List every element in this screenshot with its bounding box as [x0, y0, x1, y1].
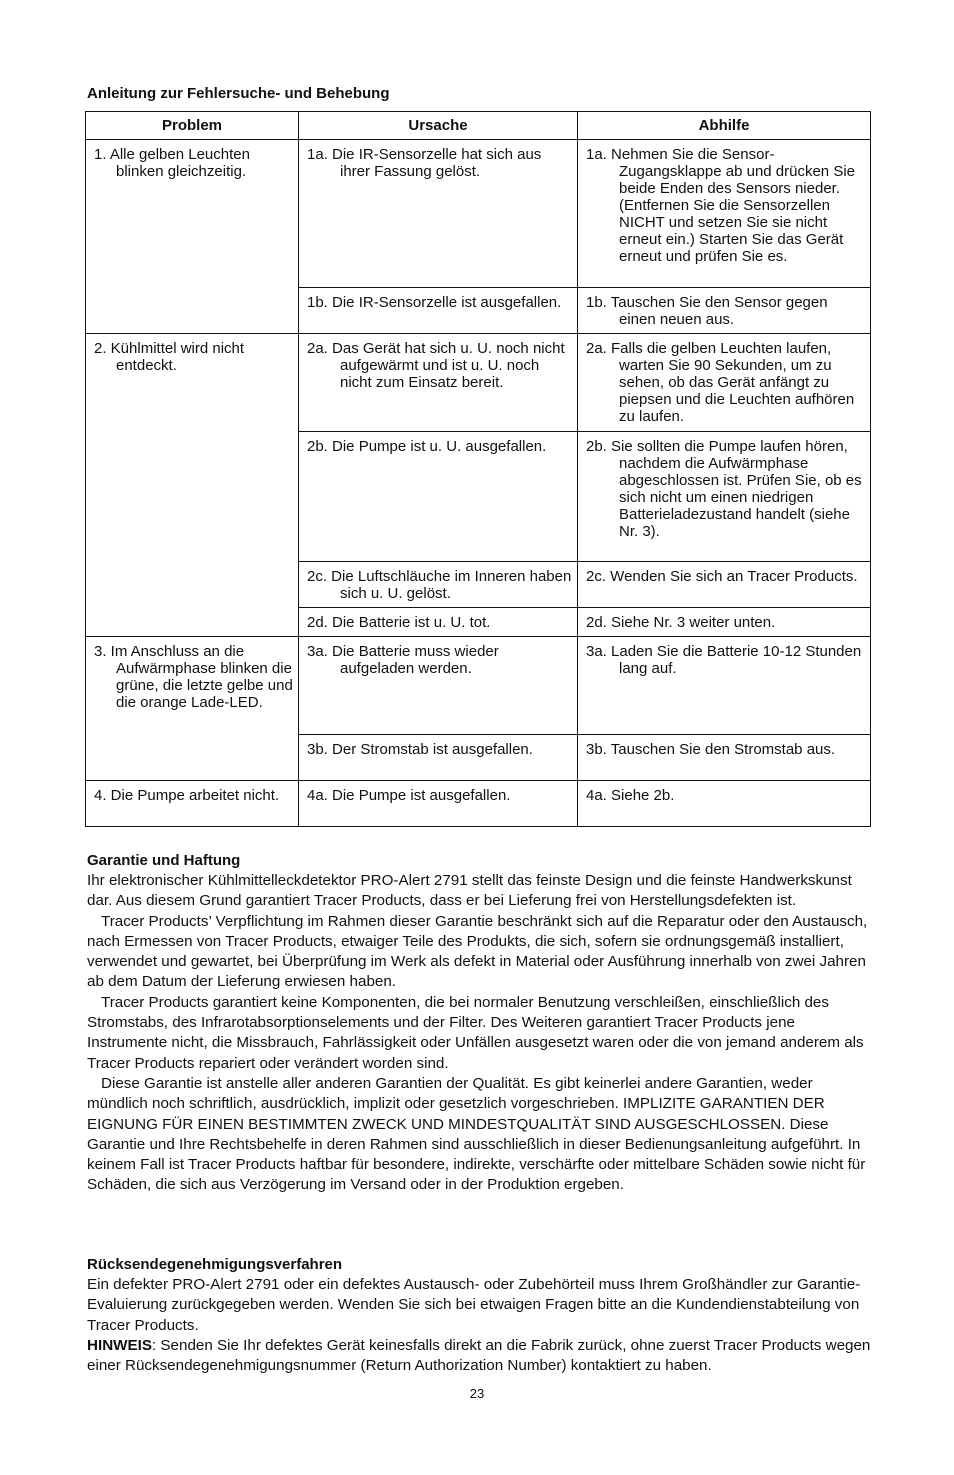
problem-cell	[86, 334, 299, 637]
cause-text: 1b. Die IR-Sensorzelle ist ausgefallen.	[307, 294, 562, 311]
cause-cell	[299, 608, 578, 637]
problem-cell	[86, 637, 299, 781]
remedy-text: 2a. Falls die gelben Leuchten laufen, warten Sie 90 Sekunden, um zu sehen, ob das Gerät anfängt zu piepsen und die Leuchten aufhören zu laufen.	[586, 340, 855, 425]
rma-note	[87, 1336, 872, 1377]
troubleshooting-table	[85, 111, 871, 827]
remedy-text: 2c. Wenden Sie sich an Tracer Products.	[586, 568, 858, 585]
cause-cell	[299, 432, 578, 562]
remedy-cell	[578, 637, 871, 735]
header-cause: Ursache	[299, 112, 578, 140]
problem-cell	[86, 140, 299, 334]
note-text: : Senden Sie Ihr defektes Gerät keinesfalls direkt an die Fabrik zurück, ohne zuerst Tracer Products wegen einer Rücksendegenehmigungsnummer (Return Authorization Number) kontaktiert zu haben.	[87, 1336, 871, 1375]
table-row	[86, 334, 871, 432]
problem-text: 1. Alle gelben Leuchten blinken gleichzeitig.	[94, 146, 250, 180]
warranty-paragraph: Diese Garantie ist anstelle aller anderen Garantien der Qualität. Es gibt keinerlei andere Garantien, weder mündlich noch schriftlich, ausdrücklich, implizit oder gesetzlich vorgeschrieben. IMPLIZITE GARANTIEN DER EIGNUNG FÜR EINEN BESTIMMTEN ZWECK UND MINDESTQUALITÄT SIND AUSGESCHLOSSEN. Diese Garantie und Ihre Rechtsbehelfe in deren Rahmen sind ausschließlich in dieser Bedienungsanleitung aufgeführt. In keinem Fall ist Tracer Products haftbar für besondere, indirekte, verschärfte oder mittelbare Schäden sowie nicht für Schäden, die sich aus Verzögerung im Versand oder in der Produktion ergeben.	[87, 1074, 866, 1194]
table-header-row	[86, 112, 871, 140]
cause-text: 3b. Der Stromstab ist ausgefallen.	[307, 741, 533, 758]
remedy-text: 3b. Tauschen Sie den Stromstab aus.	[586, 741, 836, 758]
cause-text: 1a. Die IR-Sensorzelle hat sich aus ihrer Fassung gelöst.	[307, 146, 542, 180]
header-problem: Problem	[86, 112, 299, 140]
cause-text: 2d. Die Batterie ist u. U. tot.	[307, 614, 491, 631]
warranty-paragraph: Tracer Products’ Verpflichtung im Rahmen dieser Garantie beschränkt sich auf die Reparatur oder den Austausch, nach Ermessen von Tracer Products, etwaiger Teile des Produkts, die sich, sofern sie ordnungsgemäß installiert, verwendet und gewartet, bei Überprüfung im Werk als defekt in Material oder Ausführung innerhalb von zwei Jahren ab dem Datum der Lieferung erwiesen haben.	[87, 912, 868, 991]
rma-paragraph: Ein defekter PRO-Alert 2791 oder ein defektes Austausch- oder Zubehörteil muss Ihrem Großhändler zur Garantie-Evaluierung zurückgegeben werden. Wenden Sie sich bei etwaigen Fragen bitte an die Kundendienstabteilung von Tracer Products.	[87, 1276, 861, 1334]
remedy-text: 4a. Siehe 2b.	[586, 787, 675, 804]
remedy-text: 1b. Tauschen Sie den Sensor gegen einen neuen aus.	[586, 294, 828, 328]
warranty-paragraph: Tracer Products garantiert keine Komponenten, die bei normaler Benutzung verschleißen, einschließlich des Stromstabs, des Infrarotabsorptionselements und der Filter. Des Weiteren garantiert Tracer Products jene Instrumente nicht, die Missbrauch, Fahrlässigkeit oder Unfällen ausgesetzt waren oder die von jemand anderem als Tracer Products repariert oder verändert worden sind.	[87, 993, 864, 1072]
problem-cell	[86, 781, 299, 827]
remedy-cell	[578, 288, 871, 334]
cause-cell	[299, 781, 578, 827]
cause-text: 2a. Das Gerät hat sich u. U. noch nicht aufgewärmt und ist u. U. noch nicht zum Einsatz bereit.	[307, 340, 565, 391]
remedy-cell	[578, 432, 871, 562]
table-row	[86, 140, 871, 288]
page-number: 23	[469, 1386, 485, 1401]
rma-title: Rücksendegenehmigungsverfahren	[87, 1256, 343, 1273]
troubleshooting-title: Anleitung zur Fehlersuche- und Behebung	[87, 85, 390, 102]
cause-text: 2b. Die Pumpe ist u. U. ausgefallen.	[307, 438, 547, 455]
note-label: HINWEIS	[87, 1336, 152, 1354]
remedy-cell	[578, 562, 871, 608]
problem-text: 2. Kühlmittel wird nicht entdeckt.	[94, 340, 245, 374]
warranty-body	[87, 871, 872, 1196]
cause-cell	[299, 140, 578, 288]
problem-text: 3. Im Anschluss an die Aufwärmphase blinken die grüne, die letzte gelbe und die orange Lade-LED.	[94, 643, 293, 711]
table-row	[86, 781, 871, 827]
cause-text: 4a. Die Pumpe ist ausgefallen.	[307, 787, 511, 804]
cause-cell	[299, 562, 578, 608]
warranty-title: Garantie und Haftung	[87, 852, 241, 869]
cause-text: 2c. Die Luftschläuche im Inneren haben sich u. U. gelöst.	[307, 568, 572, 602]
cause-cell	[299, 637, 578, 735]
remedy-cell	[578, 608, 871, 637]
cause-cell	[299, 735, 578, 781]
remedy-cell	[578, 781, 871, 827]
remedy-cell	[578, 735, 871, 781]
remedy-cell	[578, 140, 871, 288]
remedy-text: 2b. Sie sollten die Pumpe laufen hören, nachdem die Aufwärmphase abgeschlossen ist. Prüfen Sie, ob es sich nicht um einen niedrigen Batterieladezustand handelt (siehe Nr. 3).	[586, 438, 862, 540]
cause-cell	[299, 288, 578, 334]
cause-text: 3a. Die Batterie muss wieder aufgeladen werden.	[307, 643, 499, 677]
cause-cell	[299, 334, 578, 432]
warranty-paragraph: Ihr elektronischer Kühlmittelleckdetektor PRO-Alert 2791 stellt das feinste Design und die feinste Handwerkskunst dar. Aus diesem Grund garantiert Tracer Products, dass er bei Lieferung frei von Herstellungsdefekten ist.	[87, 872, 852, 910]
remedy-text: 3a. Laden Sie die Batterie 10-12 Stunden lang auf.	[586, 643, 862, 677]
header-remedy: Abhilfe	[578, 112, 871, 140]
rma-body	[87, 1275, 872, 1376]
table-row	[86, 637, 871, 735]
remedy-cell	[578, 334, 871, 432]
problem-text: 4. Die Pumpe arbeitet nicht.	[94, 787, 280, 804]
remedy-text: 1a. Nehmen Sie die Sensor-Zugangsklappe ab und drücken Sie beide Enden des Sensors nieder. (Entfernen Sie die Sensorzellen NICHT und setzen Sie sie nicht erneut ein.) Starten Sie das Gerät erneut und prüfen Sie es.	[586, 146, 856, 265]
remedy-text: 2d. Siehe Nr. 3 weiter unten.	[586, 614, 776, 631]
